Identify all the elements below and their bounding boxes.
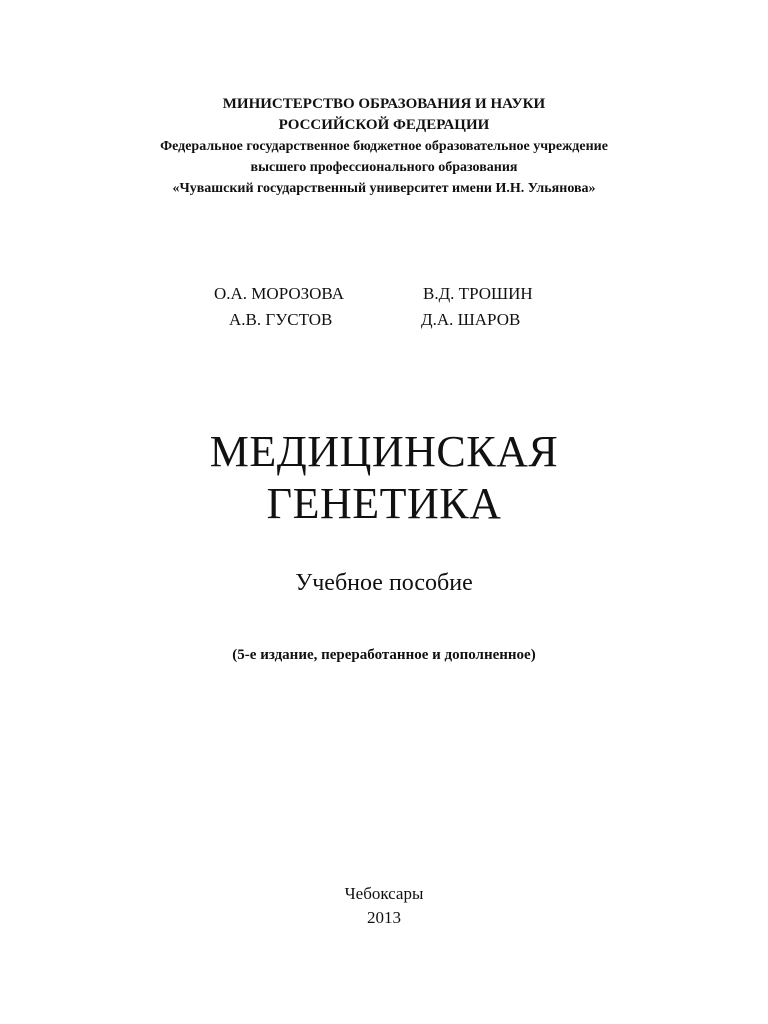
institution-level-line: высшего профессионального образования xyxy=(250,160,518,175)
institution-type-line: Федеральное государственное бюджетное образовательное учреждение xyxy=(160,139,608,154)
ministry-header xyxy=(0,94,768,199)
university-name-line: «Чувашский государственный университет имени И.Н. Ульянова» xyxy=(172,181,596,196)
ministry-country-line: РОССИЙСКОЙ ФЕДЕРАЦИИ xyxy=(278,117,490,133)
book-subtitle: Учебное пособие xyxy=(295,570,473,596)
ministry-line: МИНИСТЕРСТВО ОБРАЗОВАНИЯ И НАУКИ xyxy=(222,96,546,112)
author-name: Д.А. ШАРОВ xyxy=(421,310,521,329)
author-name: О.А. МОРОЗОВА xyxy=(214,284,344,303)
book-title-line: ГЕНЕТИКА xyxy=(266,479,502,528)
book-title-line: МЕДИЦИНСКАЯ xyxy=(209,427,559,476)
imprint-block xyxy=(0,882,768,930)
author-name: В.Д. ТРОШИН xyxy=(423,284,533,303)
book-title xyxy=(0,426,768,530)
imprint-city: Чебоксары xyxy=(344,884,424,903)
author-name: А.В. ГУСТОВ xyxy=(229,310,333,329)
imprint-year: 2013 xyxy=(367,908,401,927)
edition-note: (5-е издание, переработанное и дополненное) xyxy=(232,647,536,663)
